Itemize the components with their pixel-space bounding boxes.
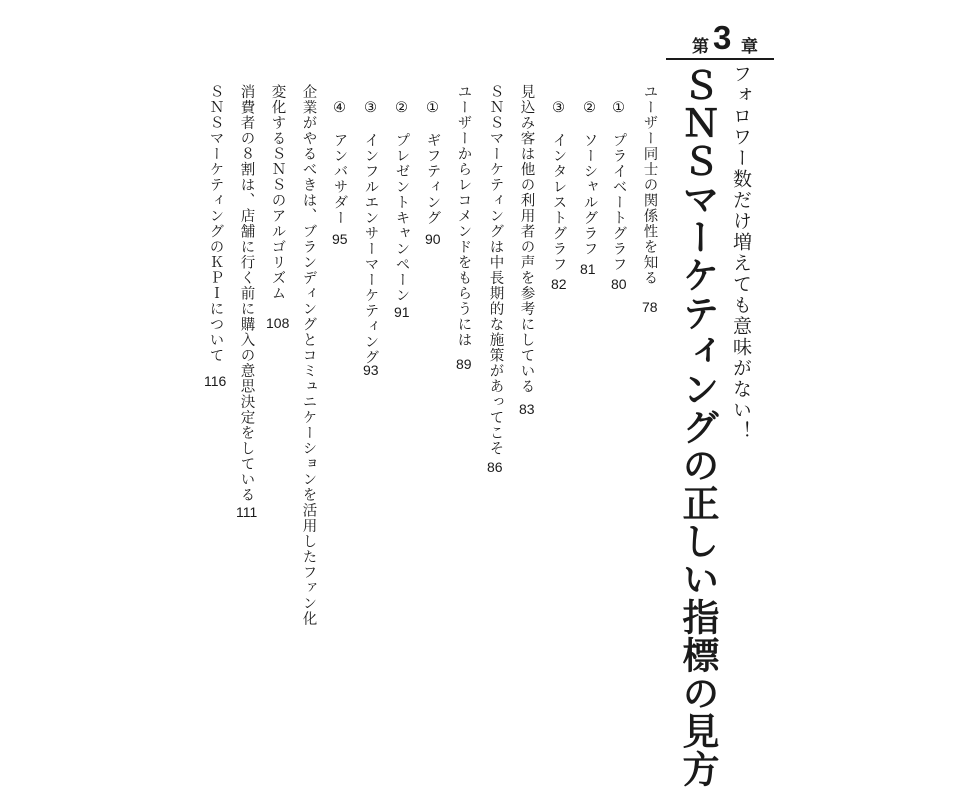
toc-entry-text: ② プレゼントキャンペーン xyxy=(393,100,410,303)
chapter-prefix: 第 xyxy=(692,37,709,57)
toc-entry-text: ③ インタレストグラフ xyxy=(550,100,567,272)
toc-entry-page: 95 xyxy=(332,231,348,247)
toc-entry-page: 80 xyxy=(611,276,627,292)
toc-entry-page: 90 xyxy=(425,231,441,247)
chapter-title: ＳＮＳマーケティングの正しい指標の見方 xyxy=(676,66,719,788)
toc-entry-page: 93 xyxy=(363,362,379,378)
toc-entry-text: 見込み客は他の利用者の声を参考にしている xyxy=(518,84,535,394)
toc-entry-text: ③ インフルエンサーマーケティング xyxy=(362,100,379,365)
toc-entry-page: 78 xyxy=(642,299,658,315)
toc-entry-text: ＳＮＳマーケティングは中長期的な施策があってこそ xyxy=(487,84,504,456)
toc-entry-text: ユーザーからレコメンドをもらうには xyxy=(455,84,472,348)
toc-entry-text: ユーザー同士の関係性を知る xyxy=(641,84,658,286)
toc-entry-page: 91 xyxy=(394,304,410,320)
chapter-suffix: 章 xyxy=(741,37,758,57)
toc-entry-page: 116 xyxy=(204,373,227,389)
chapter-number: 3 xyxy=(713,19,732,56)
toc-entry-page: 111 xyxy=(236,504,258,520)
toc-entry-page: 86 xyxy=(487,459,503,475)
toc-entry-page: 83 xyxy=(519,401,535,417)
toc-entry-text: ＳＮＳマーケティングのＫＰＩについて xyxy=(207,84,224,363)
toc-entry-text: ① ギフティング xyxy=(424,100,441,226)
toc-entry-text: ② ソーシャルグラフ xyxy=(581,100,598,257)
toc-entry-page: 89 xyxy=(456,356,472,372)
toc-entry-page: 81 xyxy=(580,261,596,277)
toc-entry-text: 消費者の８割は、店舗に行く前に購入の意思決定をしている xyxy=(238,84,255,503)
toc-entry-page: 108 xyxy=(266,315,290,331)
toc-entry-page: 82 xyxy=(551,276,567,292)
chapter-label xyxy=(666,18,774,60)
toc-entry-text: 企業がやるべきは、ブランディングとコミュニケーションを活用したファン化 xyxy=(300,84,317,627)
toc-entry-text: 変化するＳＮＳのアルゴリズム xyxy=(269,84,286,301)
toc-entry-text: ④ アンバサダー xyxy=(331,100,348,226)
toc-entry-text: ① プライベートグラフ xyxy=(610,100,627,272)
chapter-subtitle: フォロワー数だけ増えても意味がない！ xyxy=(730,64,752,442)
